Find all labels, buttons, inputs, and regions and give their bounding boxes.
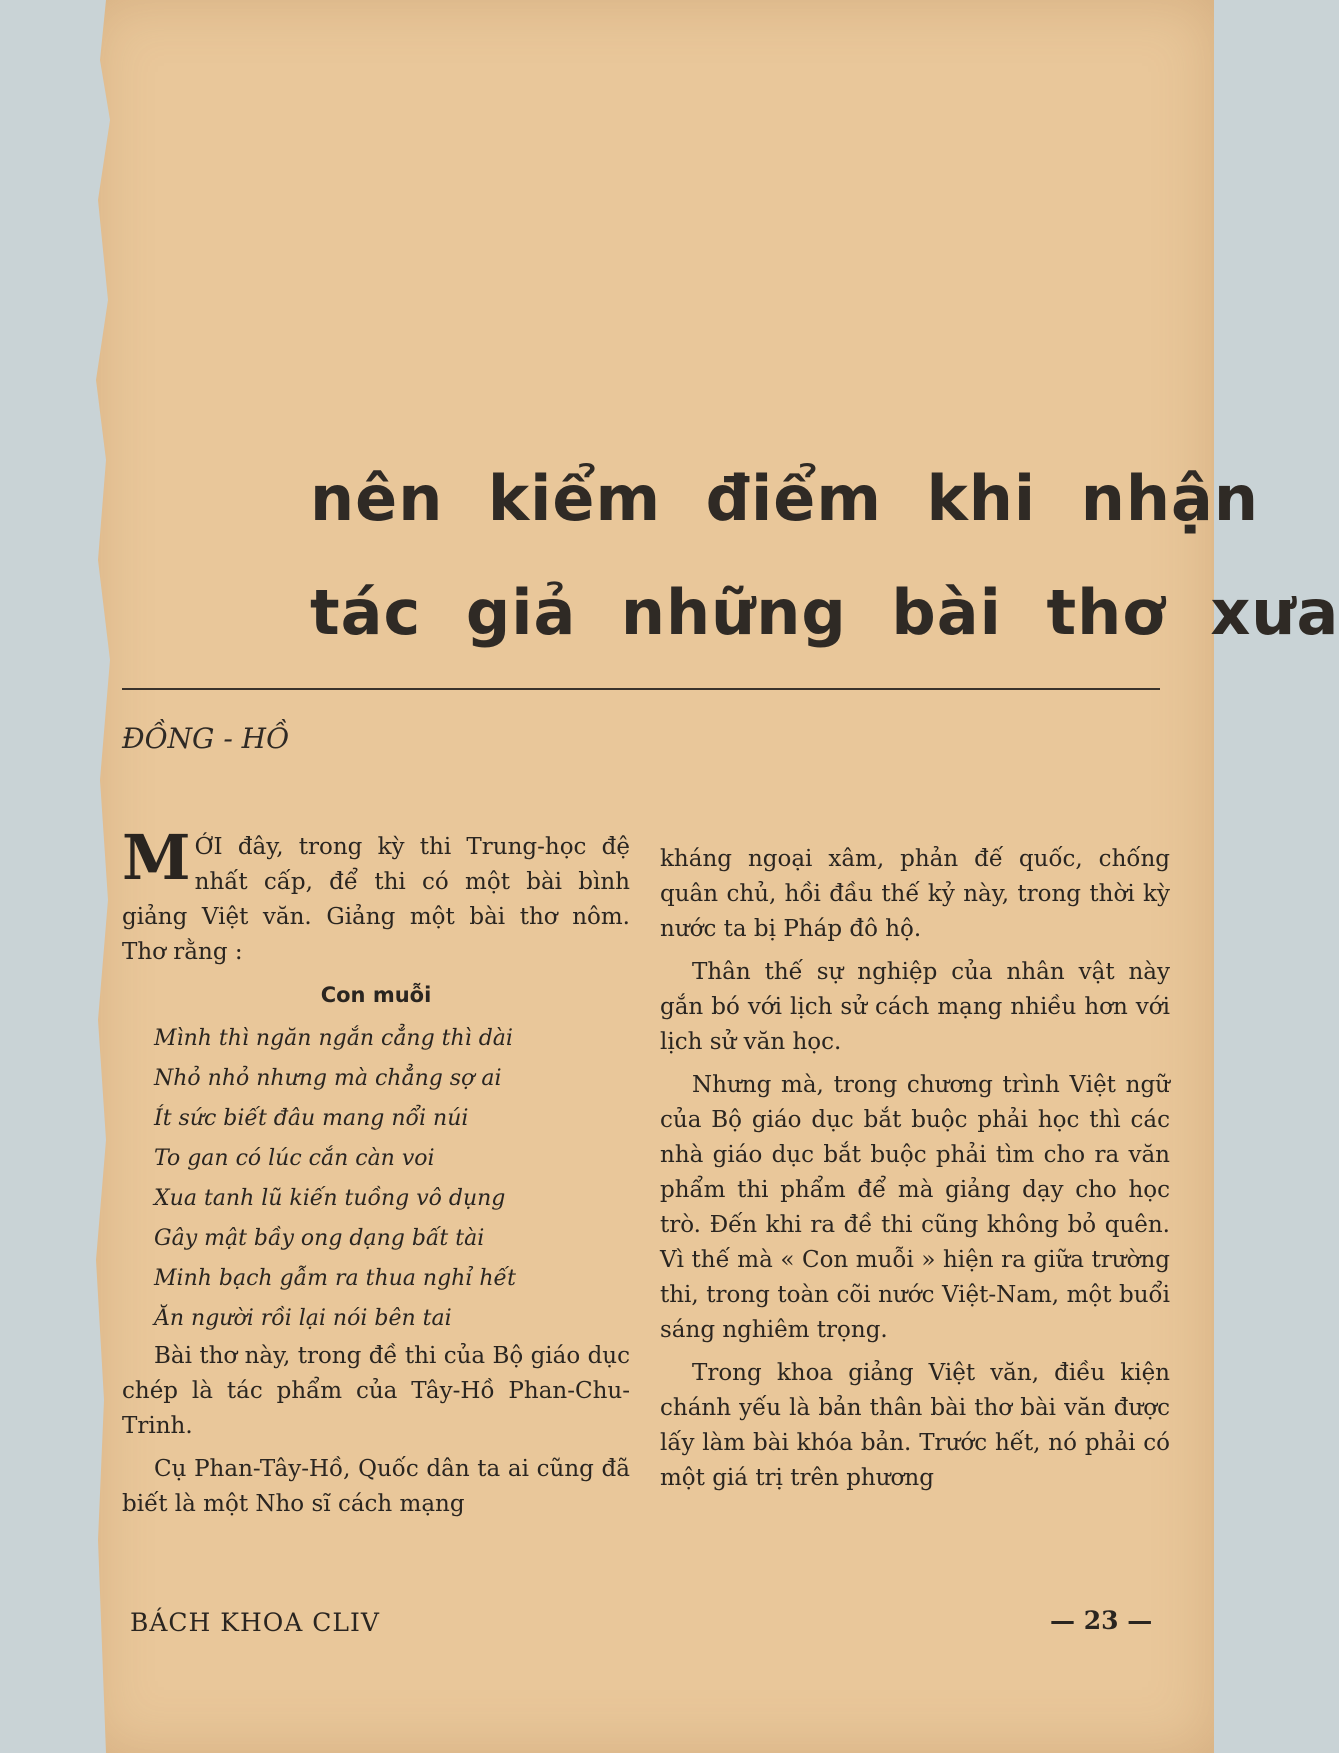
- poem-line: Mình thì ngăn ngắn cẳng thì dài: [154, 1026, 513, 1051]
- drop-cap: M: [122, 821, 191, 894]
- paragraph: Trong khoa giảng Việt văn, điều kiện chánh yếu là bản thân bài thơ bài văn được lấy làm bài khóa bản. Trước hết, nó phải có một giá trị trên phương: [660, 1360, 1170, 1491]
- poem-line: Minh bạch gẫm ra thua nghỉ hết: [154, 1266, 516, 1291]
- article-title-line-2: tác giả những bài thơ xưa: [310, 576, 1339, 649]
- paragraph: Cụ Phan-Tây-Hồ, Quốc dân ta ai cũng đã biết là một Nho sĩ cách mạng: [122, 1456, 630, 1517]
- right-column: [660, 842, 1170, 1504]
- page-number: — 23 —: [1050, 1606, 1153, 1635]
- intro-paragraph: [122, 821, 630, 970]
- author-name: ĐỒNG - HỒ: [122, 722, 290, 755]
- article-title-line-1: nên kiểm điểm khi nhận: [310, 462, 1259, 535]
- paragraph: Bài thơ này, trong đề thi của Bộ giáo dục chép là tác phẩm của Tây-Hồ Phan-Chu-Trinh.: [122, 1343, 630, 1439]
- poem: [122, 1019, 630, 1339]
- poem-line: Ít sức biết đâu mang nổi núi: [154, 1106, 469, 1131]
- poem-line: To gan có lúc cắn càn voi: [154, 1146, 435, 1171]
- paragraph: Thân thế sự nghiệp của nhân vật này gắn bó với lịch sử cách mạng nhiều hơn với lịch sử văn học.: [660, 959, 1170, 1055]
- poem-line: Gây mật bầy ong dạng bất tài: [154, 1226, 485, 1251]
- publication-name: BÁCH KHOA CLIV: [130, 1608, 380, 1637]
- poem-line: Xua tanh lũ kiến tuồng vô dụng: [154, 1186, 506, 1211]
- paragraph: kháng ngoại xâm, phản đế quốc, chống quân chủ, hồi đầu thế kỷ này, trong thời kỳ nước ta bị Pháp đô hộ.: [660, 846, 1170, 942]
- poem-line: Ăn người rồi lại nói bên tai: [154, 1306, 452, 1331]
- left-column: [122, 821, 630, 1530]
- title-divider: [122, 688, 1160, 690]
- poem-title: Con muỗi: [320, 983, 432, 1007]
- intro-text: ỚI đây, trong kỳ thi Trung-học đệ nhất cấp, để thi có một bài bình giảng Việt văn. Giảng một bài thơ nôm. Thơ rằng :: [122, 834, 630, 965]
- poem-line: Nhỏ nhỏ nhưng mà chẳng sợ ai: [154, 1066, 502, 1091]
- paragraph: Nhưng mà, trong chương trình Việt ngữ của Bộ giáo dục bắt buộc phải học thì các nhà giáo dục bắt buộc phải tìm cho ra văn phẩm thi phẩm để mà giảng dạy cho học trò. Đến khi ra đề thi cũng không bỏ quên. Vì thế mà « Con muỗi » hiện ra giữa trường thi, trong toàn cõi nước Việt-Nam, một buổi sáng nghiêm trọng.: [660, 1072, 1170, 1343]
